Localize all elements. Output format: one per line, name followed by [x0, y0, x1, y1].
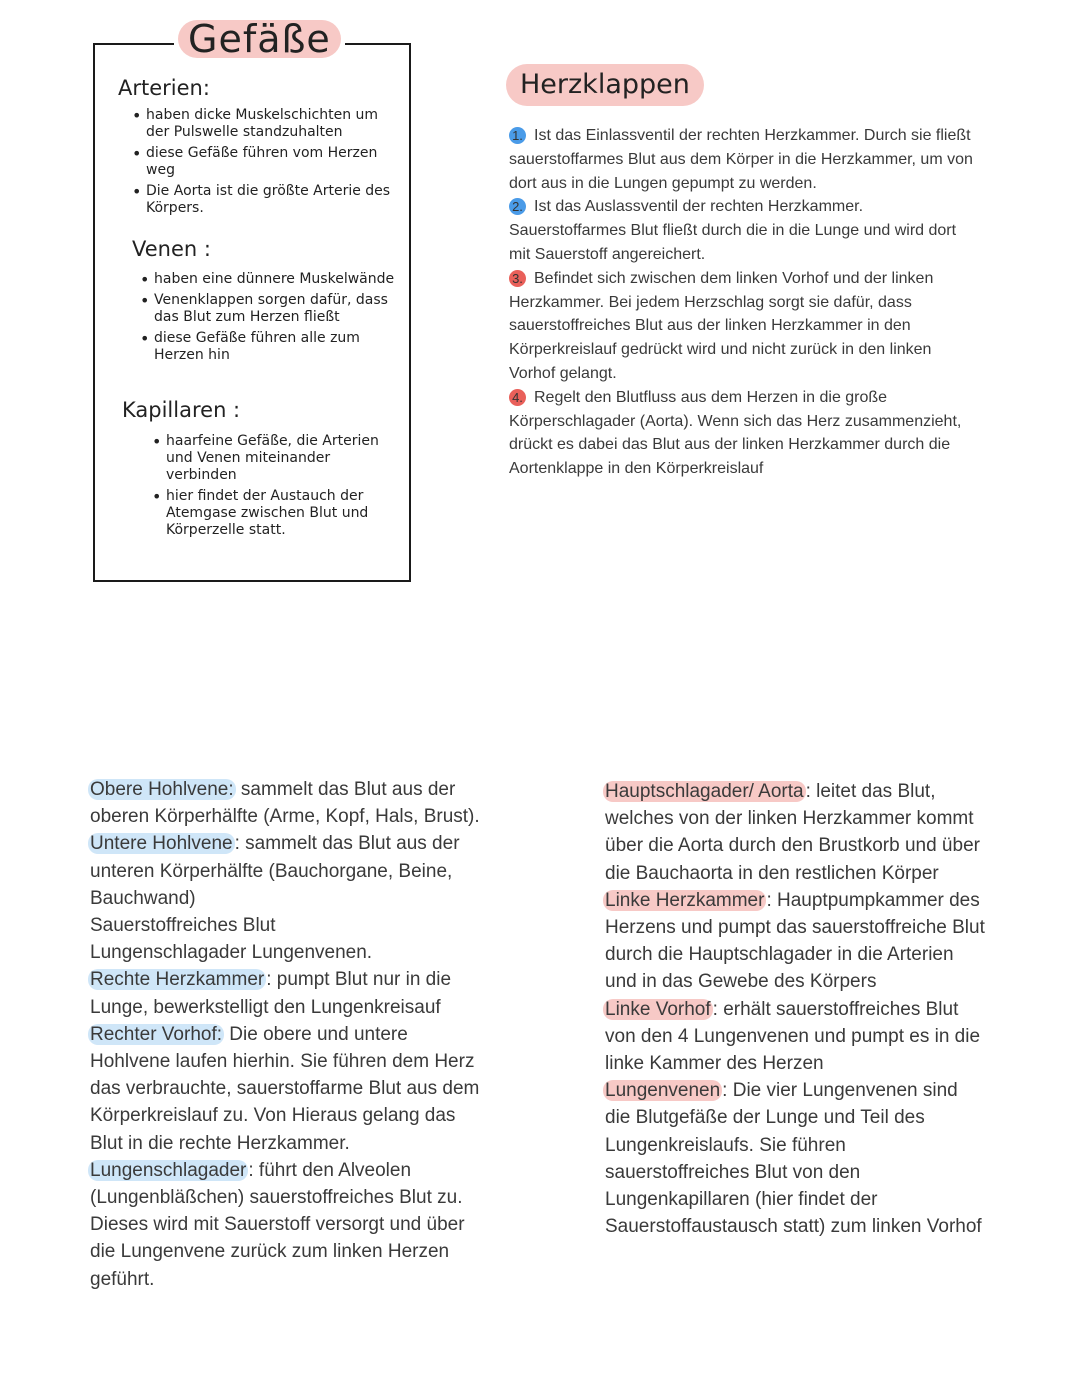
number-badge: 1.	[509, 127, 526, 144]
venen-heading: Venen :	[132, 237, 211, 261]
term-highlight: Lungenvenen	[605, 1080, 721, 1102]
arterien-item: • diese Gefäße führen vom Herzen weg	[132, 145, 394, 179]
definition-text: : erhält sauerstoffreiches Blut von den 4 Lungenvenen und pumpt es in die linke Kammer des Herzen	[605, 998, 981, 1075]
venen-item: • diese Gefäße führen alle zum Herzen hin	[140, 330, 404, 364]
venen-item: • haben eine dünnere Muskelwände	[140, 271, 404, 288]
term-highlight: Obere Hohlvene:	[90, 779, 234, 800]
definition-paragraph	[90, 776, 490, 830]
definition-text: : sammelt das Blut aus der unteren Körperhälfte (Bauchorgane, Beine, Bauchwand)	[90, 833, 460, 909]
arterien-item: • haben dicke Muskelschichten um der Pulswelle standzuhalten	[132, 107, 394, 141]
herzklappen-title: Herzklappen	[506, 64, 704, 106]
term-highlight: Untere Hohlvene	[90, 833, 233, 855]
herzklappe-text: Regelt den Blutfluss aus dem Herzen in die große Körperschlagader (Aorta). Wenn sich das Herz zusammenzieht, drückt es dabei das Blut aus der linken Herzkammer durch die Aortenklappe in den Körperkreislauf	[509, 388, 962, 478]
definition-text: : Hauptpumpkammer des Herzens und pumpt das sauerstoffreiche Blut durch die Hauptschlagader in die Arterien und in das Gewebe des Körpers	[605, 889, 985, 993]
term-highlight: Rechter Vorhof:	[90, 1023, 223, 1045]
definition-paragraph	[90, 966, 490, 1020]
definition-text: Die obere und untere Hohlvene laufen hierhin. Sie führen dem Herz das verbrauchte, sauerstoffarme Blut aus dem Körperkreislauf zu. Von Hieraus gelang das Blut in die rechte Herzkammer.	[90, 1023, 480, 1154]
definition-paragraph	[605, 887, 985, 996]
definition-text: : führt den Alveolen (Lungenbläßchen) sauerstoffreiches Blut zu. Dieses wird mit Sauerstoff versorgt und über die Lungenvene zurück zum linken Herzen geführt.	[90, 1159, 465, 1290]
definition-text: : pumpt Blut nur in die Lunge, bewerkstelligt den Lungenkreisauf	[90, 969, 452, 1018]
herzklappen-text	[509, 124, 979, 481]
arterien-list	[132, 107, 394, 221]
plain-line: Lungenschlagader Lungenvenen.	[90, 942, 373, 964]
definition-text: sammelt das Blut aus der oberen Körperhälfte (Arme, Kopf, Hals, Brust).	[90, 779, 480, 828]
arterien-heading: Arterien:	[118, 76, 210, 100]
arterien-item: • Die Aorta ist die größte Arterie des Körpers.	[132, 183, 394, 217]
number-badge: 4.	[509, 389, 526, 406]
definition-text: : leitet das Blut, welches von der linken Herzkammer kommt über die Aorta durch den Brustkorb und über die Bauchaorta in den restlichen Körper	[605, 781, 980, 884]
term-highlight: Linke Herzkammer	[605, 889, 765, 911]
definition-text: : Die vier Lungenvenen sind die Blutgefäße der Lunge und Teil des Lungenkreislaufs. Sie führen sauerstoffreiches Blut von den Lungenkapillaren (hier findet der Sauerstoffaustausch statt) zum linken Vorhof	[605, 1080, 982, 1238]
definition-paragraph	[90, 830, 490, 912]
kapillaren-heading: Kapillaren :	[122, 398, 241, 422]
herzklappe-text: Befindet sich zwischen dem linken Vorhof und der linken Herzkammer. Bei jedem Herzschlag sorgt sie dafür, dass sauerstoffreiches Blut aus der linken Herzkammer in den Körperkreislauf gedrückt wird und nicht zurück in den linken Vorhof gelangt.	[509, 269, 934, 382]
definition-paragraph	[90, 1157, 490, 1293]
term-highlight: Hauptschlagader/ Aorta	[605, 781, 804, 802]
herzklappe-item	[509, 267, 979, 386]
gefaesse-title: Gefäße	[188, 17, 331, 61]
definition-paragraph	[90, 1021, 490, 1157]
number-badge: 3.	[509, 270, 526, 287]
number-badge: 2.	[509, 198, 526, 215]
definition-paragraph	[605, 778, 985, 887]
kapillaren-item: • haarfeine Gefäße, die Arterien und Venen miteinander verbinden	[152, 433, 392, 484]
definition-paragraph	[605, 996, 985, 1078]
left-column	[90, 776, 490, 1293]
herzklappe-text: Ist das Einlassventil der rechten Herzkammer. Durch sie fließt sauerstoffarmes Blut aus dem Körper in die Herzkammer, um von dort aus in die Lungen gepumpt zu werden.	[509, 127, 973, 192]
plain-line: Sauerstoffreiches Blut	[90, 915, 276, 937]
herzklappe-item	[509, 124, 979, 195]
venen-list	[140, 271, 404, 368]
kapillaren-item: • hier findet der Austauch der Atemgase zwischen Blut und Körperzelle statt.	[152, 488, 392, 539]
kapillaren-list	[152, 433, 392, 543]
right-column	[605, 778, 985, 1240]
herzklappe-item	[509, 195, 979, 266]
term-highlight: Rechte Herzkammer	[90, 969, 265, 991]
gefaesse-title-wrap	[174, 14, 345, 64]
herzklappe-item	[509, 386, 979, 481]
definition-paragraph	[605, 1077, 985, 1240]
herzklappe-text: Ist das Auslassventil der rechten Herzkammer. Sauerstoffarmes Blut fließt durch die in die Lunge und wird dort mit Sauerstoff angereichert.	[509, 198, 957, 263]
term-highlight: Linke Vorhof	[605, 998, 711, 1020]
term-highlight: Lungenschlagader	[90, 1159, 247, 1181]
venen-item: • Venenklappen sorgen dafür, dass das Blut zum Herzen fließt	[140, 292, 404, 326]
